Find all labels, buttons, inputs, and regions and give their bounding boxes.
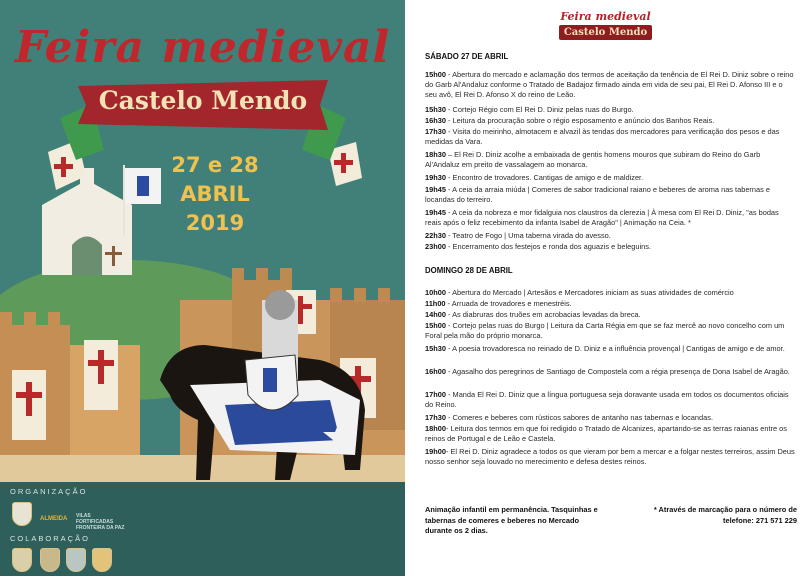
- entry-time: 23h00: [425, 242, 446, 251]
- entry-time: 16h30: [425, 116, 446, 125]
- schedule-entry: [425, 208, 795, 228]
- program-logo-title: Feira medieval: [560, 10, 651, 23]
- booking-phone-note: * Através de marcação para o número de telefone: 271 571 229: [653, 505, 797, 525]
- fronteira-logo-text: VILAS FORTIFICADAS FRONTEIRA DA PAZ: [76, 513, 125, 531]
- entry-text: – El Rei D. Diniz acolhe a embaixada de gentis homens mouros que subiram do Reino do Garb Al'Andaluz em preito de vassalagem ao monarca.: [425, 150, 761, 170]
- schedule-entry: [425, 310, 795, 320]
- entry-time: 15h30: [425, 344, 446, 353]
- entry-time: 15h30: [425, 105, 446, 114]
- schedule-entry: [425, 288, 795, 298]
- entry-time: 19h45: [425, 208, 446, 217]
- day-heading-saturday: SÁBADO 27 DE ABRIL: [425, 52, 509, 61]
- entry-time: 14h00: [425, 310, 446, 319]
- schedule-entry: [425, 447, 795, 467]
- poster-date-month: ABRIL: [180, 182, 250, 206]
- entry-time: 11h00: [425, 299, 446, 308]
- schedule-entry: [425, 185, 795, 205]
- poster-date-year: 2019: [185, 211, 245, 235]
- schedule-entry: [425, 173, 795, 183]
- entry-text: - Abertura do mercado e aclamação dos termos de aceitação da tenência de El Rei D. Diniz sobre o reino do Garb Al'Andaluz conforme o Tratado de Badajoz firmado ainda em vida de seu pai, El Rei D. Afonso III e o seu avô, El Rei D. Afonso X do reino de Leão.: [425, 70, 794, 100]
- entry-text: - Comeres e beberes com rústicos sabores de antanho nas tabernas e locandas.: [445, 413, 714, 422]
- entry-text: - Visita do meirinho, almotacem e alvazil às tendas dos mercadores para verificação dos pesos e das medidas da Vara.: [425, 127, 780, 147]
- entry-text: - Leitura da procuração sobre o régio esposamento e anúncio dos Banhos Reais.: [445, 116, 715, 125]
- parish-crest-icon: [40, 548, 60, 572]
- cross-banner-icon: [84, 340, 118, 410]
- entry-text: - Manda El Rei D. Diniz que a língua portuguesa seja doravante usada em todos os documentos oficiais do Reino.: [425, 390, 789, 410]
- parish-crest-icon: [66, 548, 86, 572]
- entry-time: 18h30: [425, 150, 446, 159]
- entry-text: - El Rei D. Diniz agradece a todos os que vieram por bem a mercar e a folgar nestes terreiros, assim Deus nosso senhor seja louvado no merecimento e defesa destes reinos.: [425, 447, 795, 467]
- entry-text: - Encerramento dos festejos e ronda dos aguazis e beleguins.: [445, 242, 651, 251]
- entry-text: - A ceia da nobreza e mor fidalguia nos claustros da clerezia | À mesa com El Rei D. Diniz, "as bodas reais após o feliz recebimento da infanta Isabel de Aragão" | Animação na Ceia. *: [425, 208, 779, 228]
- schedule-entry: [425, 70, 795, 101]
- entry-text: - A poesia trovadoresca no reinado de D. Diniz e a influência provençal | Cantigas de amigo e de amor.: [445, 344, 785, 353]
- schedule-entry: [425, 413, 795, 423]
- poster-title: Feira medieval: [14, 22, 391, 73]
- parish-crest-icon: [92, 548, 112, 572]
- entry-text: - Leitura dos termos em que foi redigido o Tratado de Alcanizes, apartando-se as terras raianas entre os reinos de Portugal e de Leão e Castela.: [425, 424, 787, 444]
- entry-text: - Cortejo Régio com El Rei D. Diniz pelas ruas do Burgo.: [445, 105, 634, 114]
- entry-text: - A ceia da arraia miúda | Comeres de sabor tradicional raiano e beberes de aroma nas tabernas e locandas do terreiro.: [425, 185, 770, 205]
- entry-time: 17h30: [425, 413, 446, 422]
- program-logo: [553, 10, 658, 44]
- schedule-entry: [425, 116, 795, 126]
- entry-time: 18h00: [425, 424, 446, 433]
- entry-text: - Agasalho dos peregrinos de Santiago de Compostela com a régia presença de Dona Isabel de Aragão.: [445, 367, 790, 376]
- entry-time: 22h30: [425, 231, 446, 240]
- program-logo-subtitle: Castelo Mendo: [559, 25, 652, 40]
- schedule-entry: [425, 231, 795, 241]
- entry-time: 16h00: [425, 367, 446, 376]
- schedule-entry: [425, 127, 795, 147]
- entry-text: - Arruada de trovadores e menestréis.: [445, 299, 572, 308]
- entry-time: 15h00: [425, 70, 446, 79]
- entry-text: - Encontro de trovadores. Cantigas de amigo e de maldizer.: [445, 173, 644, 182]
- schedule-entry: [425, 344, 795, 354]
- entry-text: - As diabruras dos truões em acrobacias levadas da breca.: [445, 310, 641, 319]
- entry-text: - Cortejo pelas ruas do Burgo | Leitura da Carta Régia em que se faz mercê ao novo concelho com um Foral pela mão do próprio monarca.: [425, 321, 785, 341]
- schedule-entry: [425, 299, 795, 309]
- cross-banner-icon: [12, 370, 46, 440]
- organization-label: ORGANIZAÇÃO: [10, 487, 88, 496]
- entry-text: - Teatro de Fogo | Uma taberna virada do avesso.: [445, 231, 611, 240]
- poster-date-days: 27 e 28: [171, 153, 259, 177]
- entry-time: 15h00: [425, 321, 446, 330]
- entry-time: 19h30: [425, 173, 446, 182]
- day-heading-sunday: DOMINGO 28 DE ABRIL: [425, 266, 513, 275]
- schedule-entry: [425, 321, 795, 341]
- entry-time: 10h00: [425, 288, 446, 297]
- poster-subtitle: Castelo Mendo: [98, 86, 308, 115]
- schedule-entry: [425, 424, 795, 444]
- almeida-logo-text: ALMEIDA: [40, 516, 68, 522]
- parish-crest-icon: [12, 548, 32, 572]
- entry-text: - Abertura do Mercado | Artesãos e Mercadores iniciam as suas atividades de comércio: [445, 288, 734, 297]
- entry-time: 19h00: [425, 447, 446, 456]
- schedule-entry: [425, 242, 795, 252]
- entry-time: 17h30: [425, 127, 446, 136]
- schedule-entry: [425, 150, 795, 170]
- poster-footer: [0, 482, 405, 576]
- event-program: [405, 0, 810, 576]
- municipal-crest-icon: [12, 502, 32, 526]
- collaboration-label: COLABORAÇÃO: [10, 534, 90, 543]
- schedule-entry: [425, 105, 795, 115]
- entry-time: 17h00: [425, 390, 446, 399]
- schedule-entry: [425, 390, 795, 410]
- entry-time: 19h45: [425, 185, 446, 194]
- schedule-entry: [425, 367, 795, 377]
- children-animation-note: Animação infantil em permanência. Tasquinhas e tabernas de comeres e beberes no Mercado durante os 2 dias.: [425, 505, 598, 535]
